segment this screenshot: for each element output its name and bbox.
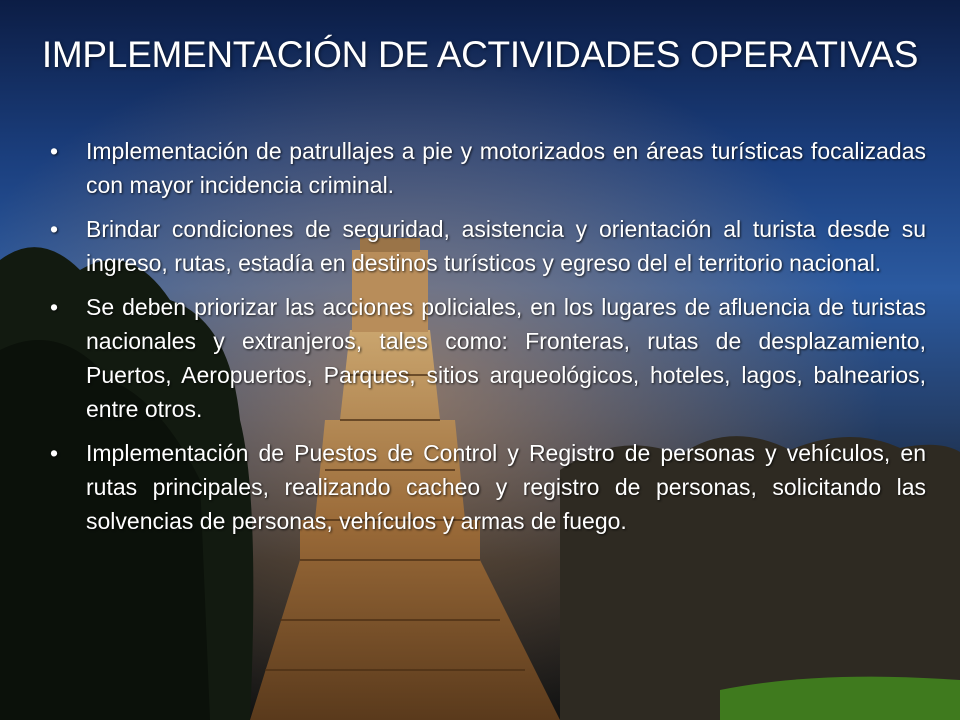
bullet-item — [48, 290, 926, 426]
bullet-symbol: • — [50, 216, 59, 242]
slide-title: IMPLEMENTACIÓN DE ACTIVIDADES OPERATIVAS — [41, 34, 919, 75]
bullet-text: Implementación de Puestos de Control y Registro de personas y vehículos, en rutas principales, realizando cacheo y registro de personas, solicitando las solvencias de personas, vehículos y armas de fuego. — [86, 440, 926, 534]
bullet-symbol: • — [50, 138, 59, 164]
bullet-text: Implementación de patrullajes a pie y motorizados en áreas turísticas focalizadas con mayor incidencia criminal. — [86, 138, 926, 198]
bullet-symbol: • — [50, 440, 59, 466]
bullet-symbol: • — [50, 294, 59, 320]
bullet-text: Brindar condiciones de seguridad, asistencia y orientación al turista desde su ingreso, rutas, estadía en destinos turísticos y egreso del el territorio nacional. — [86, 216, 926, 276]
bullet-item — [48, 212, 926, 280]
bullet-item — [48, 134, 926, 202]
bullet-item — [48, 436, 926, 538]
bullet-text: Se deben priorizar las acciones policiales, en los lugares de afluencia de turistas nacionales y extranjeros, tales como: Fronteras, rutas de desplazamiento, Puertos, Aeropuertos, Parques, sitios arqueológicos, hoteles, lagos, balnearios, entre otros. — [86, 294, 926, 422]
bullet-list — [48, 134, 926, 548]
